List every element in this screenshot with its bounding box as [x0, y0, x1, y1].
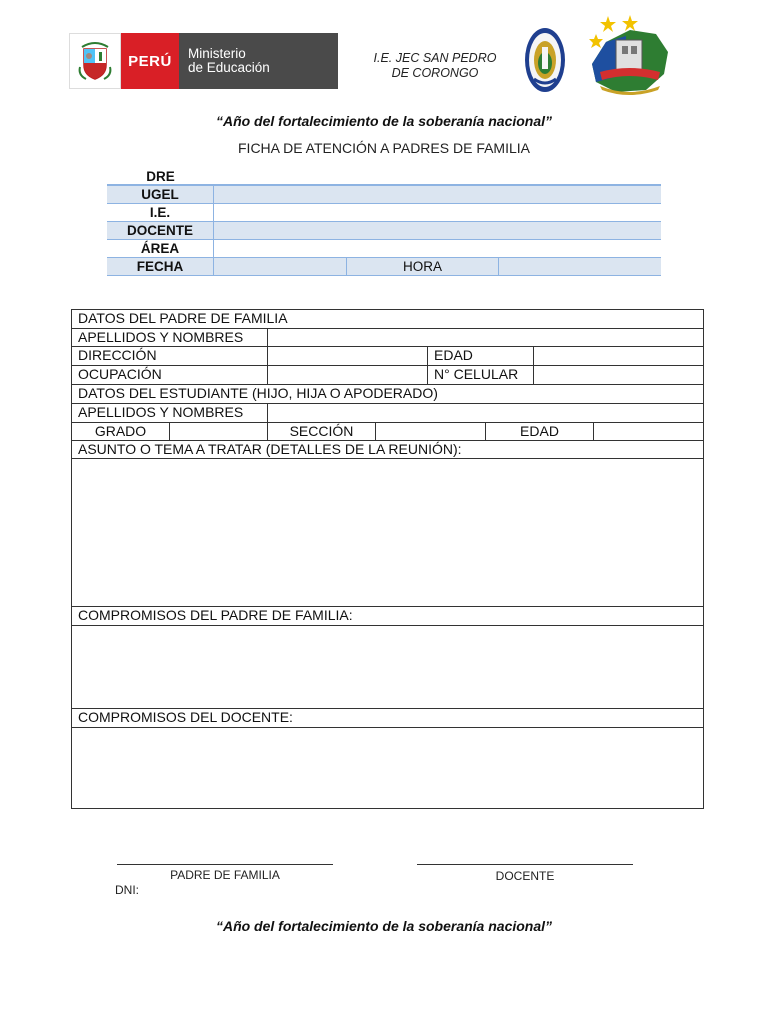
form-title: FICHA DE ATENCIÓN A PADRES DE FAMILIA	[238, 140, 530, 156]
peru-label: PERÚ	[121, 33, 179, 89]
topic-field[interactable]	[72, 459, 703, 606]
dni-label: DNI:	[115, 883, 139, 897]
section-field[interactable]	[376, 423, 486, 440]
fecha-field[interactable]	[214, 258, 347, 275]
label-student-age: EDAD	[486, 423, 594, 440]
form-row	[72, 347, 703, 366]
corongo-emblem-icon	[586, 12, 672, 98]
school-seal-icon	[524, 27, 566, 93]
docente-field[interactable]	[214, 222, 661, 239]
label-dre: DRE	[146, 169, 175, 184]
parent-names-field[interactable]	[268, 329, 703, 346]
ministry-name	[179, 33, 338, 89]
info-row-fecha	[107, 258, 661, 276]
student-age-field[interactable]	[594, 423, 703, 440]
info-row-ugel	[107, 186, 661, 204]
form-row	[72, 459, 703, 607]
parent-section-header: DATOS DEL PADRE DE FAMILIA	[78, 310, 288, 326]
form-row	[72, 441, 703, 459]
form-row	[72, 728, 703, 808]
info-row-dre	[107, 168, 661, 186]
label-cellphone: N° CELULAR	[428, 366, 534, 384]
label-age: EDAD	[428, 347, 534, 365]
parent-form-table	[71, 309, 704, 809]
coat-of-arms-icon	[69, 33, 121, 89]
info-table	[107, 168, 661, 276]
label-fecha: FECHA	[107, 258, 214, 275]
school-name	[360, 51, 510, 81]
parent-commitments-header: COMPROMISOS DEL PADRE DE FAMILIA:	[78, 607, 353, 623]
student-section-header: DATOS DEL ESTUDIANTE (HIJO, HIJA O APODERADO)	[78, 385, 438, 401]
info-row-ie	[107, 204, 661, 222]
motto-bottom: “Año del fortalecimiento de la soberanía nacional”	[215, 918, 553, 934]
label-parent-names: APELLIDOS Y NOMBRES	[72, 329, 268, 346]
ugel-field[interactable]	[214, 186, 661, 203]
parent-signature-label: PADRE DE FAMILIA	[170, 868, 280, 882]
ministry-name-line1: Ministerio	[188, 46, 246, 61]
form-row	[72, 366, 703, 385]
dre-field[interactable]	[214, 168, 661, 184]
ministry-logo	[69, 33, 338, 89]
area-field[interactable]	[214, 240, 661, 257]
form-row	[72, 329, 703, 347]
form-row	[72, 385, 703, 404]
school-name-line1: I.E. JEC SAN PEDRO	[373, 51, 497, 65]
label-section: SECCIÓN	[268, 423, 376, 440]
label-student-names: APELLIDOS Y NOMBRES	[72, 404, 268, 422]
form-row	[72, 709, 703, 728]
form-row	[72, 404, 703, 423]
hora-field[interactable]	[499, 258, 661, 275]
label-occupation: OCUPACIÓN	[72, 366, 268, 384]
teacher-signature-line[interactable]	[417, 864, 633, 865]
parent-signature-line[interactable]	[117, 864, 333, 865]
address-field[interactable]	[268, 347, 428, 365]
teacher-signature-label: DOCENTE	[495, 869, 555, 883]
form-row	[72, 423, 703, 441]
form-row	[72, 310, 703, 329]
form-row	[72, 626, 703, 709]
motto-top: “Año del fortalecimiento de la soberanía nacional”	[215, 113, 553, 129]
info-row-docente	[107, 222, 661, 240]
teacher-commitments-header: COMPROMISOS DEL DOCENTE:	[78, 709, 293, 725]
label-docente: DOCENTE	[107, 222, 214, 239]
teacher-commitments-field[interactable]	[72, 728, 703, 808]
parent-commitments-field[interactable]	[72, 626, 703, 708]
ministry-name-line2: de Educación	[188, 60, 270, 75]
ie-field[interactable]	[214, 204, 661, 221]
label-grade: GRADO	[72, 423, 170, 440]
grade-field[interactable]	[170, 423, 268, 440]
label-area: ÁREA	[107, 240, 214, 257]
form-row	[72, 607, 703, 626]
occupation-field[interactable]	[268, 366, 428, 384]
label-ie: I.E.	[107, 204, 214, 221]
age-field[interactable]	[534, 347, 703, 365]
cellphone-field[interactable]	[534, 366, 703, 384]
school-name-line2: DE CORONGO	[391, 66, 479, 80]
student-names-field[interactable]	[268, 404, 703, 422]
label-hora: HORA	[347, 258, 499, 275]
info-row-area	[107, 240, 661, 258]
topic-header: ASUNTO O TEMA A TRATAR (DETALLES DE LA REUNIÓN):	[78, 441, 462, 457]
label-ugel: UGEL	[107, 186, 214, 203]
label-address: DIRECCIÓN	[72, 347, 268, 365]
